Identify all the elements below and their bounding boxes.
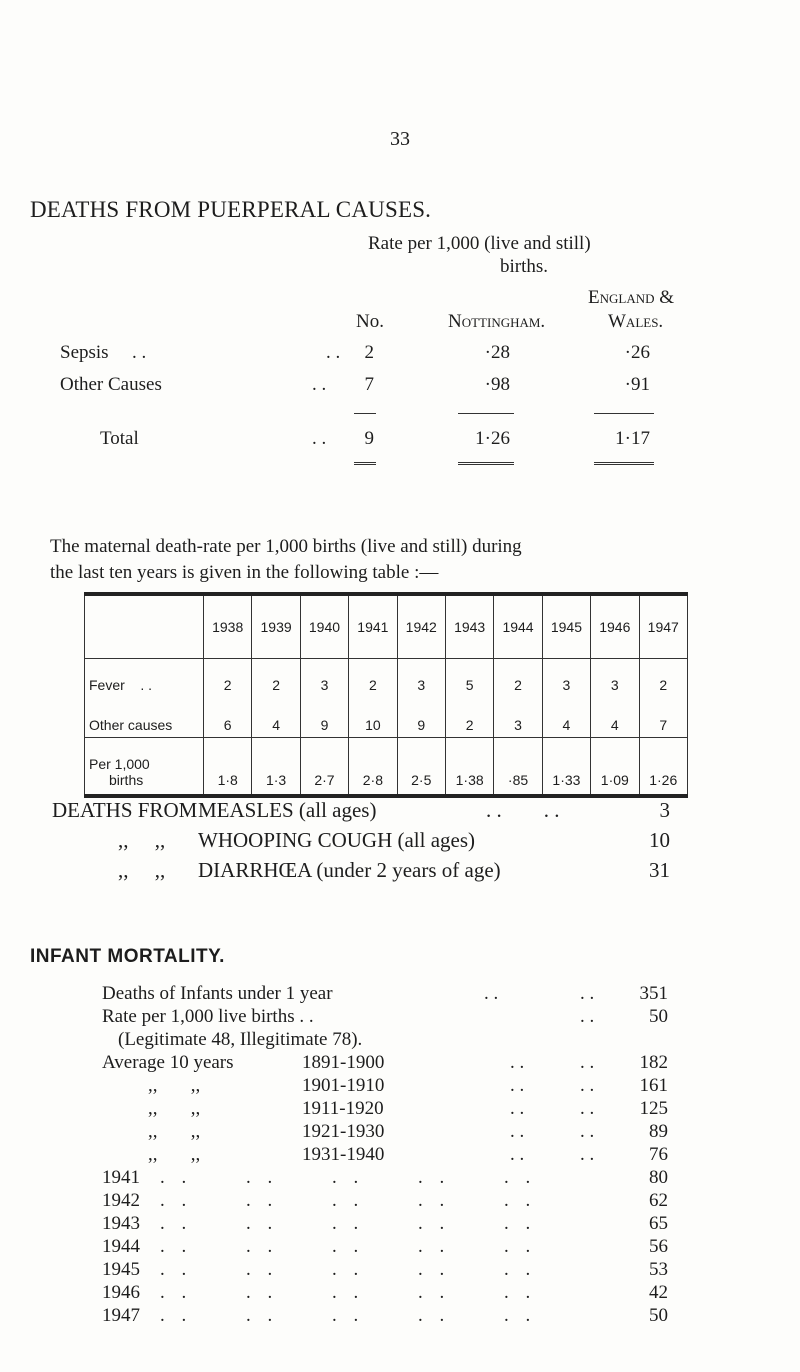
year-value: 62 (649, 1190, 668, 1211)
row-other-england: ·91 (624, 374, 650, 395)
row-other-dots: . . (312, 374, 327, 395)
table-row-fever (85, 659, 688, 694)
dot-group: . . (504, 1167, 537, 1188)
year-label: 1945 (102, 1259, 140, 1280)
table-cell: 2 (252, 659, 300, 694)
table-year-header: 1944 (494, 594, 542, 659)
infant-deaths-value: 351 (639, 983, 668, 1004)
total-rule-no (354, 413, 376, 414)
year-label: 1941 (102, 1167, 140, 1188)
average-value: 161 (639, 1075, 668, 1096)
table-cell: 3 (591, 659, 639, 694)
year-dots (160, 1213, 536, 1235)
average-range: 1891-1900 (302, 1052, 385, 1073)
dot-group: . . (160, 1167, 193, 1188)
dot-group: . . (418, 1305, 451, 1326)
year-value: 65 (649, 1213, 668, 1234)
puerperal-title: DEATHS FROM PUERPERAL CAUSES. (30, 197, 432, 222)
table-cell: 4 (591, 693, 639, 738)
table-cell: 10 (349, 693, 397, 738)
average-value: 182 (639, 1052, 668, 1073)
total-double-rule-nottingham (458, 462, 514, 465)
infant-deaths-dots: . . (484, 983, 499, 1004)
maternal-death-rate-table (84, 592, 688, 798)
deaths-measles-prefix: DEATHS FROM (52, 798, 198, 822)
dot-group: . . (332, 1259, 365, 1280)
year-label: 1944 (102, 1236, 140, 1257)
year-dots (160, 1190, 536, 1212)
table-cell: 9 (397, 693, 445, 738)
table-cell: 2·5 (397, 738, 445, 797)
deaths-whooping-cause: WHOOPING COUGH (all ages) (198, 828, 476, 852)
rate-header-line2: births. (500, 256, 549, 277)
table-cell: 1·26 (639, 738, 687, 797)
maternal-intro-line1: The maternal death-rate per 1,000 births (live and still) during (50, 536, 522, 557)
average-ditto: ,, ,, (148, 1144, 201, 1165)
dot-group: . . (332, 1190, 365, 1211)
deaths-diarrhoea-prefix: ,, ,, (118, 858, 166, 882)
dot-group: . . (246, 1305, 279, 1326)
dot-group: . . (418, 1213, 451, 1234)
infant-rate-dots: . . (580, 1006, 595, 1027)
row-other-no: 7 (364, 374, 374, 395)
table-year-header: 1938 (204, 594, 252, 659)
average-ditto: ,, ,, (148, 1121, 201, 1142)
table-row-label (85, 659, 204, 694)
col-england-line2: Wales. (608, 311, 664, 332)
table-year-header: 1939 (252, 594, 300, 659)
maternal-intro-line2: the last ten years is given in the following table :— (50, 562, 439, 583)
table-cell: 2·7 (300, 738, 348, 797)
dot-group: . . (246, 1259, 279, 1280)
average-dots: . . (580, 1121, 595, 1142)
table-cell: 5 (445, 659, 493, 694)
dot-group: . . (160, 1282, 193, 1303)
year-dots (160, 1305, 536, 1327)
average-dots: . . (580, 1144, 595, 1165)
infant-legit-note: (Legitimate 48, Illegitimate 78). (118, 1029, 363, 1050)
infant-rate-label: Rate per 1,000 live births . . (102, 1006, 314, 1027)
deaths-whooping-value: 10 (649, 828, 670, 852)
dot-group: . . (332, 1167, 365, 1188)
dot-group: . . (160, 1213, 193, 1234)
deaths-measles-dots: . . . . (486, 798, 560, 822)
year-value: 80 (649, 1167, 668, 1188)
table-row-label: Other causes (85, 693, 204, 738)
table-cell: 2 (639, 659, 687, 694)
col-nottingham-header: Nottingham. (448, 311, 546, 332)
dot-group: . . (160, 1305, 193, 1326)
row-sepsis-dots: . . (132, 342, 147, 363)
year-value: 50 (649, 1305, 668, 1326)
table-cell: 1·09 (591, 738, 639, 797)
dot-group: . . (246, 1213, 279, 1234)
row-sepsis-england: ·26 (624, 342, 650, 363)
table-year-header: 1945 (542, 594, 590, 659)
table-row-other-causes (85, 693, 688, 738)
total-label: Total (100, 428, 139, 449)
table-year-header: 1940 (300, 594, 348, 659)
dot-group: . . (418, 1259, 451, 1280)
dot-group: . . (160, 1190, 193, 1211)
table-cell: 1·38 (445, 738, 493, 797)
year-value: 53 (649, 1259, 668, 1280)
dot-group: . . (160, 1259, 193, 1280)
table-year-header: 1946 (591, 594, 639, 659)
row-sepsis-no: 2 (364, 342, 374, 363)
table-cell: 1·8 (204, 738, 252, 797)
row-sepsis-label: Sepsis (60, 342, 109, 363)
table-cell: 2 (204, 659, 252, 694)
total-rule-england (594, 413, 654, 414)
year-dots (160, 1236, 536, 1258)
table-cell: 2·8 (349, 738, 397, 797)
total-dots: . . (312, 428, 327, 449)
average-dots: . . (580, 1052, 595, 1073)
fever-label: Fever (89, 677, 125, 693)
table-cell: 1·33 (542, 738, 590, 797)
average-dots: . . (510, 1121, 525, 1142)
table-cell: 2 (494, 659, 542, 694)
average-dots: . . (510, 1144, 525, 1165)
table-cell: 2 (445, 693, 493, 738)
average-value: 89 (649, 1121, 668, 1142)
dot-group: . . (418, 1236, 451, 1257)
table-header-blank (85, 594, 204, 659)
table-cell: 3 (300, 659, 348, 694)
dot-group: . . (504, 1213, 537, 1234)
table-year-header: 1947 (639, 594, 687, 659)
table-row-per-1000 (85, 738, 688, 797)
average-value: 125 (639, 1098, 668, 1119)
table-header-row (85, 594, 688, 659)
col-no-header: No. (356, 311, 384, 332)
year-dots (160, 1259, 536, 1281)
deaths-diarrhoea-value: 31 (649, 858, 670, 882)
dot-group: . . (246, 1167, 279, 1188)
dot-group: . . (332, 1213, 365, 1234)
average-value: 76 (649, 1144, 668, 1165)
rate-header-line1: Rate per 1,000 (live and still) (368, 233, 591, 254)
table-cell: 4 (252, 693, 300, 738)
maternal-intro (50, 534, 522, 586)
per-label-line1: Per 1,000 (89, 756, 150, 772)
table-cell: 4 (542, 693, 590, 738)
year-dots (160, 1282, 536, 1304)
year-label: 1942 (102, 1190, 140, 1211)
average-dots: . . (510, 1098, 525, 1119)
infant-deaths-label: Deaths of Infants under 1 year (102, 983, 333, 1004)
average-dots: . . (580, 1075, 595, 1096)
year-value: 56 (649, 1236, 668, 1257)
dot-group: . . (418, 1190, 451, 1211)
table-cell: 2 (349, 659, 397, 694)
average-range: 1911-1920 (302, 1098, 384, 1119)
dot-group: . . (332, 1305, 365, 1326)
deaths-diarrhoea-cause: DIARRHŒA (under 2 years of age) (198, 858, 501, 882)
col-england-line1: England & (588, 287, 675, 308)
deaths-whooping-prefix: ,, ,, (118, 828, 166, 852)
dot-group: . . (504, 1236, 537, 1257)
average-ditto: ,, ,, (148, 1098, 201, 1119)
year-label: 1946 (102, 1282, 140, 1303)
dot-group: . . (246, 1282, 279, 1303)
dot-group: . . (504, 1259, 537, 1280)
row-other-label: Other Causes (60, 374, 162, 395)
table-cell: 1·3 (252, 738, 300, 797)
dot-group: . . (504, 1282, 537, 1303)
table-cell: 3 (494, 693, 542, 738)
average-range: 1931-1940 (302, 1144, 385, 1165)
year-dots (160, 1167, 536, 1189)
year-label: 1943 (102, 1213, 140, 1234)
row-sepsis-dots2: . . (326, 342, 341, 363)
average-label: Average 10 years (102, 1052, 234, 1073)
dot-group: . . (246, 1190, 279, 1211)
table-cell: 9 (300, 693, 348, 738)
total-england: 1·17 (615, 428, 650, 449)
fever-label-dots: . . (140, 677, 153, 693)
average-dots: . . (510, 1052, 525, 1073)
total-nottingham: 1·26 (475, 428, 510, 449)
dot-group: . . (504, 1190, 537, 1211)
dot-group: . . (504, 1305, 537, 1326)
total-no: 9 (364, 428, 374, 449)
deaths-measles-value: 3 (659, 798, 670, 822)
average-dots: . . (580, 1098, 595, 1119)
page-number: 33 (390, 128, 410, 150)
table-cell: 3 (397, 659, 445, 694)
infant-mortality-title: INFANT MORTALITY. (30, 946, 225, 967)
table-cell: ·85 (494, 738, 542, 797)
per-label-line2: births (109, 772, 144, 788)
table-year-header: 1943 (445, 594, 493, 659)
dot-group: . . (418, 1167, 451, 1188)
infant-deaths-dots2: . . (580, 983, 595, 1004)
total-double-rule-no (354, 462, 376, 465)
table-year-header: 1941 (349, 594, 397, 659)
total-double-rule-england (594, 462, 654, 465)
infant-rate-value: 50 (649, 1006, 668, 1027)
dot-group: . . (246, 1236, 279, 1257)
row-other-nottingham: ·98 (484, 374, 510, 395)
average-range: 1921-1930 (302, 1121, 385, 1142)
deaths-measles-cause: MEASLES (all ages) (198, 798, 377, 822)
table-year-header: 1942 (397, 594, 445, 659)
dot-group: . . (418, 1282, 451, 1303)
dot-group: . . (332, 1236, 365, 1257)
year-label: 1947 (102, 1305, 140, 1326)
table-row-label (85, 738, 204, 797)
year-value: 42 (649, 1282, 668, 1303)
average-dots: . . (510, 1075, 525, 1096)
average-ditto: ,, ,, (148, 1075, 201, 1096)
row-sepsis-nottingham: ·28 (484, 342, 510, 363)
total-rule-nottingham (458, 413, 514, 414)
average-range: 1901-1910 (302, 1075, 385, 1096)
dot-group: . . (160, 1236, 193, 1257)
table-cell: 7 (639, 693, 687, 738)
table-cell: 6 (204, 693, 252, 738)
table-cell: 3 (542, 659, 590, 694)
dot-group: . . (332, 1282, 365, 1303)
